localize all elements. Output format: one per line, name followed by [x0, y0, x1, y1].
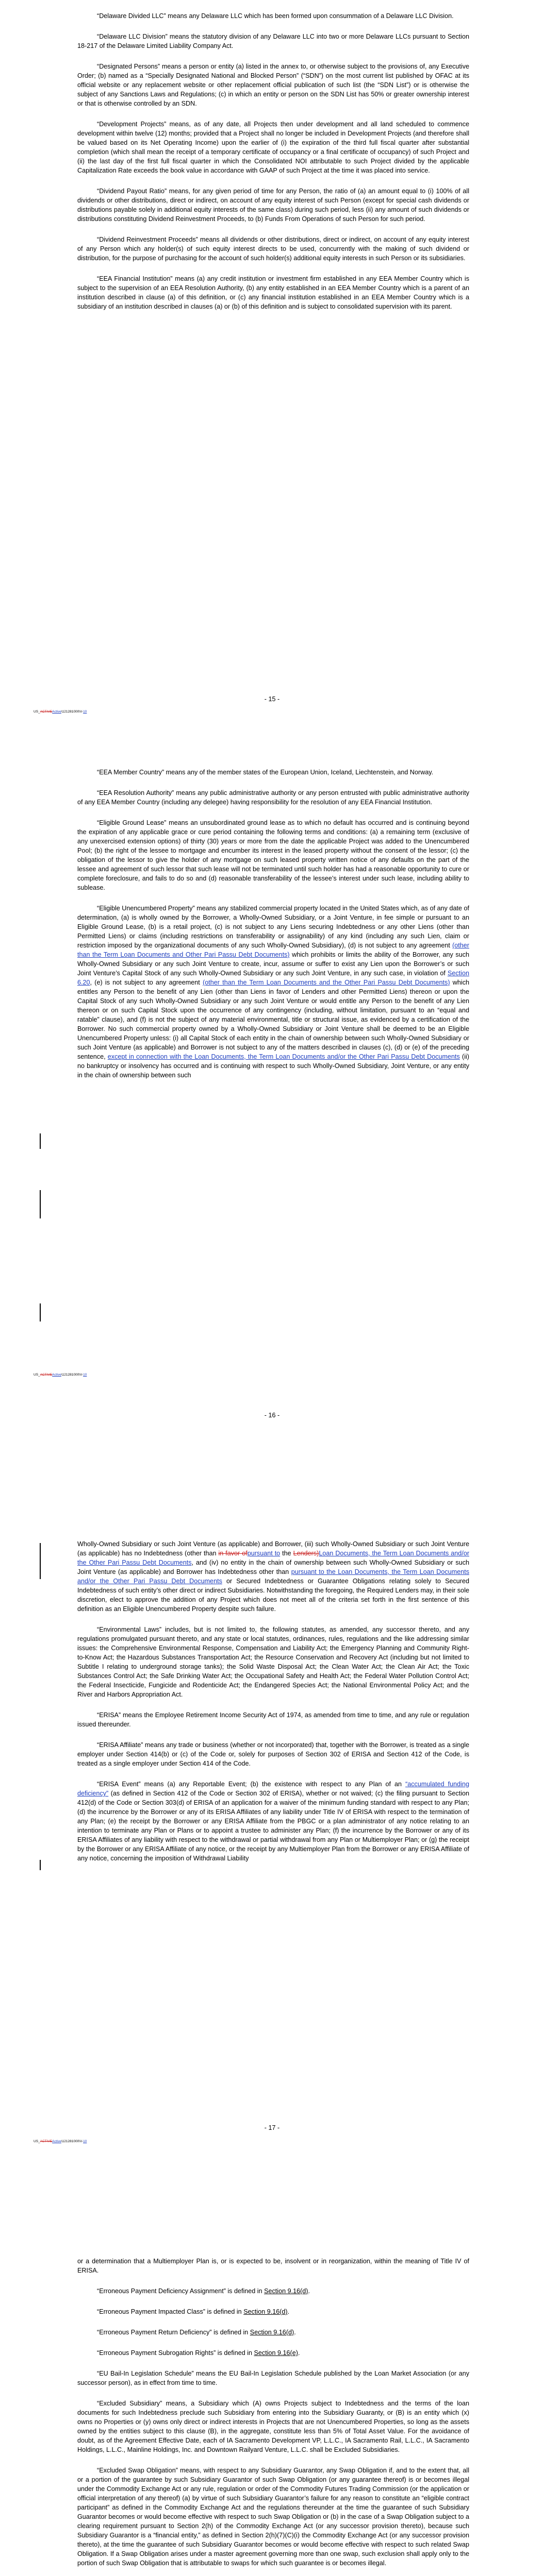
- definition-erisa-event-continued: or a determination that a Multiemployer Plan is, or is expected to be, insolvent or in reorganization, within the meaning of Title IV of ERISA.: [77, 2258, 469, 2274]
- page-17-body: [77, 1539, 469, 1874]
- section-reference-link[interactable]: Section 6.20: [77, 970, 469, 986]
- definition-erroneous-payment-subrogation-rights: “Erroneous Payment Subrogation Rights” is defined in Section 9.16(e).: [97, 2349, 300, 2357]
- definition-dividend-payout-ratio: “Dividend Payout Ratio” means, for any given period of time for any Person, the ratio of (a) an amount equal to (i) 100% of all dividends or other distributions, direct or indirect, on account of any equity interest of such Person (except for special cash dividends or distributions payable solely in additional equity interests of the same class) during such period, less (ii) any amount of such dividends or distributions constituting Dividend Reinvestment Proceeds, to (b) Funds From Operations of such Person for such period.: [77, 188, 469, 223]
- definition-eea-financial-institution: “EEA Financial Institution” means (a) any credit institution or investment firm established in any EEA Member Country which is subject to the supervision of an EEA Resolution Authority, (b) any entity established in an EEA Member Country which is a parent of an institution described in clause (a) of this definition, or (c) any financial institution established in an EEA Member Country which is a subsidiary of an institution described in clauses (a) or (b) of this definition and is subject to consolidated supervision with its parent.: [77, 275, 469, 310]
- inserted-text: “accumulated funding deficiency”: [77, 1781, 469, 1797]
- definition-erisa: “ERISA” means the Employee Retirement Income Security Act of 1974, as amended from time to time, and any rule or regulation issued thereunder.: [77, 1711, 469, 1728]
- definition-development-projects: “Development Projects” means, as of any date, all Projects then under development and all land scheduled to commence development within twelve (12) months; provided that a Project shall no longer be included in Development Projects (and therefore shall be valued based on its Net Operating Income) upon the earlier of (i) the expiration of the third full fiscal quarter after substantial completion (which shall mean the receipt of a temporary certificate of occupancy or a final certificate of occupancy) of such Project and (ii) the last day of the first full fiscal quarter in which the Consolidated NOI attributable to such Project divided by the applicable Capitalization Rate exceeds the book value in accordance with GAAP of such Project at the time it was placed into service.: [77, 121, 469, 174]
- definition-eligible-unencumbered-property-continued: Wholly-Owned Subsidiary or such Joint Venture (as applicable) and Borrower, (iii) such Wholly-Owned Subsidiary or such Joint Venture (as applicable) has no Indebtedness (other than in favor ofpursuant to the Lenders)Loan Documents, the Term Loan Documents and/or the Other Pari Passu Debt Documents, and (iv) no entity in the chain of ownership between such Wholly-Owned Subsidiary or such Joint Venture (as applicable) and Borrower has Indebtedness other than pursuant to the Loan Documents, the Term Loan Documents and/or the Other Pari Passu Debt Documents or Secured Indebtedness or Guarantee Obligations relating solely to Secured Indebtedness of such entity’s other direct or indirect Subsidiaries. Notwithstanding the foregoing, the Required Lenders may, in their sole discretion, elect to approve the addition of any Project which does not meet all of the criteria set forth in the first sentence of this definition as an Eligible Unencumbered Property despite such failure.: [77, 1540, 470, 1613]
- definition-eu-bail-in-legislation-schedule: “EU Bail-In Legislation Schedule” means the EU Bail-In Legislation Schedule published by the Loan Market Association (or any successor person), as in effect from time to time.: [77, 2370, 469, 2386]
- definition-delaware-divided-llc: “Delaware Divided LLC” means any Delaware LLC which has been formed upon consummation of a Delaware LLC Division.: [97, 12, 454, 20]
- change-bar: [40, 1303, 41, 1321]
- change-bar: [40, 1133, 41, 1149]
- definition-eligible-ground-lease: “Eligible Ground Lease” means an unsubordinated ground lease as to which no default has occurred and is continuing beyond the expiration of any applicable grace or cure period containing the following terms and conditions: (a) a remaining term (exclusive of any unexercised extension options) of thirty (30) years or more from the date the applicable Project was added to the Unencumbered Pool; (b) the right of the lessee to mortgage and encumber its interest in the leased property without the consent of the lessor; (c) the obligation of the lessor to give the holder of any mortgage on such leased property written notice of any defaults on the part of the lessee and agreement of such lessor that such lease will not be terminated until such holder has had a reasonable opportunity to cure or complete foreclosure, and fails to do so and (d) reasonable transferability of the lessee’s interest under such lease, including ability to sublease.: [77, 819, 469, 891]
- page-18-body: [77, 2257, 469, 2576]
- definition-dividend-reinvestment-proceeds: “Dividend Reinvestment Proceeds” means all dividends or other distributions, direct or indirect, on account of any equity interest of any Person which any holder(s) of such equity interest directs to be used, concurrently with the making of such dividend or distribution, for the purpose of purchasing for the account of such holder(s) additional equity interests in such Person or its subsidiaries.: [77, 236, 469, 262]
- definition-erroneous-payment-impacted-class: “Erroneous Payment Impacted Class” is defined in Section 9.16(d).: [97, 2308, 290, 2315]
- definition-eea-resolution-authority: “EEA Resolution Authority” means any public administrative authority or any person entrusted with public administrative authority of any EEA Member Country (including any delegee) having responsibility for the resolution of any EEA Financial Institution.: [77, 789, 469, 806]
- document-page-18: [0, 2202, 544, 2576]
- section-reference[interactable]: Section 9.16(d): [264, 2287, 308, 2295]
- inserted-text: Loan Documents, the Term Loan Documents and/or the Other Pari Passu Debt Documents: [77, 1550, 470, 1566]
- document-page-17: [0, 1499, 544, 2202]
- inserted-text: except in connection with the Loan Documents, the Term Loan Documents and/or the Other Pari Passu Debt Documents: [107, 1053, 460, 1060]
- definition-delaware-llc-division: “Delaware LLC Division” means the statutory division of any Delaware LLC into two or more Delaware LLCs pursuant to Section 18-217 of the Delaware Limited Liability Company Act.: [77, 33, 469, 49]
- document-page-16: [0, 750, 544, 1499]
- definition-excluded-subsidiary: “Excluded Subsidiary” means, a Subsidiary which (A) owns Projects subject to Indebtedness and the terms of the loan documents for such Indebtedness preclude such Subsidiary from entering into the Subsidiary Guaranty, or (B) is an entity which (x) owns no Properties or (y) owns only direct or indirect interests in Projects that are not Unencumbered Properties, so long as the assets owned by the entities subject to this clause (B), in the aggregate, constitute less than 5% of Total Asset Value. For the avoidance of doubt, as of the Agreement Effective Date, each of IA Sacramento Development VP, L.L.C., IA Sacramento Rail, L.L.C., IA Sacramento Holdings, L.L.C., Mainline Holdings, Inc. and Downtown Railyard Venture, L.L.C. shall be Excluded Subsidiaries.: [77, 2400, 469, 2453]
- page-number: - 17 -: [264, 2124, 280, 2131]
- page-number: - 15 -: [264, 696, 280, 703]
- deleted-text: in favor of: [218, 1550, 248, 1557]
- definition-excluded-swap-obligation: “Excluded Swap Obligation” means, with respect to any Subsidiary Guarantor, any Swap Obligation if, and to the extent that, all or a portion of the guarantee by such Subsidiary Guarantor of such Swap Obligation (or any guarantee thereof) is or becomes illegal under the Commodity Exchange Act or any rule, regulation or order of the Commodity Futures Trading Commission (or the application or official interpretation of any thereof) (a) by virtue of such Subsidiary Guarantor’s failure for any reason to constitute an “eligible contract participant” as defined in the Commodity Exchange Act and the regulations thereunder at the time the guarantee of such Subsidiary Guarantor becomes or would become effective with respect to such Swap Obligation or (b) in the case of a Swap Obligation subject to a clearing requirement pursuant to Section 2(h) of the Commodity Exchange Act (or any successor provision thereto), because such Subsidiary Guarantor is a “financial entity,” as defined in Section 2(h)(7)(C)(i) the Commodity Exchange Act (or any successor provision thereto), at the time the guarantee of such Subsidiary Guarantor becomes or would become effective with respect to such related Swap Obligation. If a Swap Obligation arises under a master agreement governing more than one swap, such exclusion shall apply only to the portion of such Swap Obligation that is attributable to swaps for which such guarantee is or becomes illegal.: [77, 2467, 469, 2567]
- definition-erroneous-payment-deficiency-assignment: “Erroneous Payment Deficiency Assignment” is defined in Section 9.16(d).: [97, 2287, 310, 2295]
- section-reference[interactable]: Section 9.16(d): [250, 2329, 294, 2336]
- inserted-text: (other than the Term Loan Documents and the Other Pari Passu Debt Documents): [203, 979, 450, 986]
- definition-eligible-unencumbered-property: “Eligible Unencumbered Property” means any stabilized commercial property located in the United States which, as of any date of determination, (a) is wholly owned by the Borrower, a Wholly-Owned Subsidiary, or a Joint Venture, in fee simple or pursuant to an Eligible Ground Lease, (b) is a retail project, (c) is not subject to any Liens securing Indebtedness or any other Liens (other than Permitted Liens) or claims (including restrictions on transferability or assignability) of any kind (including any such Lien, claim or restriction imposed by the organizational documents of any such Wholly-Owned Subsidiary), (d) is not subject to any agreement (other than the Term Loan Documents and Other Pari Passu Debt Documents) which prohibits or limits the ability of the Borrower, any such Wholly-Owned Subsidiary or any such Joint Venture to create, incur, assume or suffer to exist any Lien upon the Borrower’s or such Joint Venture’s Capital Stock of any such Wholly-Owned Subsidiary or any such Joint Venture, in any such case, in violation of Section 6.20, (e) is not subject to any agreement (other than the Term Loan Documents and the Other Pari Passu Debt Documents) which entitles any Person to the benefit of any Lien (other than Liens in favor of Lenders and other Permitted Liens) thereon or upon the Capital Stock of any such Wholly-Owned Subsidiary or any such Joint Venture or would entitle any Person to the benefit of any Lien thereon or on such Capital Stock upon the occurrence of any contingency (including, without limitation, pursuant to an “equal and ratable” clause), and (f) is not the subject of any material environmental, title or structural issue, as evidenced by a certification of the Borrower. No such commercial property owned by a Wholly-Owned Subsidiary or Joint Venture shall be deemed to be an Eligible Unencumbered Property unless: (i) all Capital Stock of each entity in the chain of ownership between such Wholly-Owned Subsidiary or such Joint Venture (as applicable) and Borrower is not subject to any of the matters described in clauses (c), (d) or (e) of the preceding sentence, except in connection with the Loan Documents, the Term Loan Documents and/or the Other Pari Passu Debt Documents (ii) no bankruptcy or insolvency has occurred and is continuing with respect to such Wholly-Owned Subsidiary, Joint Venture, or any entity in the chain of ownership between such: [77, 905, 470, 1079]
- definition-erisa-affiliate: “ERISA Affiliate” means any trade or business (whether or not incorporated) that, together with the Borrower, is treated as a single employer under Section 414(b) or (c) of the Code or, solely for purposes of Section 302 of ERISA and Section 412 of the Code, is treated as a single employer under Section 414 of the Code.: [77, 1741, 469, 1767]
- inserted-text: (other than the Term Loan Documents and Other Pari Passu Debt Documents): [77, 942, 469, 958]
- page-15-body: [77, 11, 469, 323]
- definition-designated-persons: “Designated Persons” means a person or entity (a) listed in the annex to, or otherwise subject to the provisions of, any Executive Order; (b) named as a “Specially Designated National and Blocked Person” (“SDN”) on the most current list published by OFAC at its official website or any replacement website or other replacement official publication of such list (the “SDN List”) or is otherwise the subject of any Sanctions Laws and Regulations; (c) in which an entity or person on the SDN List has 50% or greater ownership interest or that is otherwise controlled by an SDN.: [77, 63, 469, 107]
- document-footer: US_ACTIVEActive\121281000\V-10: [34, 1373, 87, 1377]
- document-page-15: [0, 0, 544, 750]
- inserted-text: pursuant to the Loan Documents, the Term Loan Documents and/or the Other Pari Passu Debt Documents: [77, 1568, 469, 1585]
- change-bar: [40, 1860, 41, 1870]
- change-bar: [40, 1190, 41, 1218]
- document-footer: US_ACTIVEActive\121281000\V-10: [34, 2140, 87, 2143]
- deleted-text: Lenders): [293, 1550, 319, 1557]
- page-16-body: [77, 768, 469, 1091]
- page-number: - 16 -: [264, 1412, 280, 1419]
- inserted-text: pursuant to: [247, 1550, 281, 1557]
- definition-environmental-laws: “Environmental Laws” includes, but is not limited to, the following statutes, as amended, any successor thereto, and any regulations promulgated pursuant thereto, and any state or local statutes, ordinances, rules, regulations and the like addressing similar issues: the Comprehensive Environmental Response, Compensation and Liability Act; the Emergency Planning and Community Right-to-Know Act; the Hazardous Substances Transportation Act; the Resource Conservation and Recovery Act (including but not limited to Subtitle I relating to underground storage tanks); the Solid Waste Disposal Act; the Clean Water Act; the Clean Air Act; the Toxic Substances Control Act; the Safe Drinking Water Act; the Occupational Safety and Health Act; the Federal Water Pollution Control Act; the Federal Insecticide, Fungicide and Rodenticide Act; the Endangered Species Act; the National Environmental Policy Act; and the River and Harbors Appropriation Act.: [77, 1626, 469, 1698]
- change-bar: [40, 1543, 41, 1579]
- section-reference[interactable]: Section 9.16(e): [254, 2349, 298, 2357]
- definition-erroneous-payment-return-deficiency: “Erroneous Payment Return Deficiency” is defined in Section 9.16(d).: [97, 2329, 296, 2336]
- document-footer: US_ACTIVEActive\121281000\V-10: [34, 710, 87, 714]
- definition-eea-member-country: “EEA Member Country” means any of the member states of the European Union, Iceland, Liechtenstein, and Norway.: [97, 769, 434, 776]
- section-reference[interactable]: Section 9.16(d): [243, 2308, 288, 2315]
- definition-erisa-event: “ERISA Event” means (a) any Reportable Event; (b) the existence with respect to any Plan of an “accumulated funding deficiency” (as defined in Section 412 of the Code or Section 302 of ERISA), whether or not waived; (c) the filing pursuant to Section 412(d) of the Code or Section 303(d) of ERISA of an application for a waiver of the minimum funding standard with respect to any Plan; (d) the incurrence by the Borrower or any of its ERISA Affiliates of any liability under Title IV of ERISA with respect to the termination of any Plan; (e) the receipt by the Borrower or any ERISA Affiliate from the PBGC or a plan administrator of any notice relating to an intention to terminate any Plan or Plans or to appoint a trustee to administer any Plan; (f) the incurrence by the Borrower or any of its ERISA Affiliates of any liability with respect to the withdrawal or partial withdrawal from any Plan or Multiemployer Plan; or (g) the receipt by the Borrower or any ERISA Affiliate of any notice, or the receipt by any Multiemployer Plan from the Borrower or any ERISA Affiliate of any notice, concerning the imposition of Withdrawal Liability: [77, 1781, 469, 1862]
